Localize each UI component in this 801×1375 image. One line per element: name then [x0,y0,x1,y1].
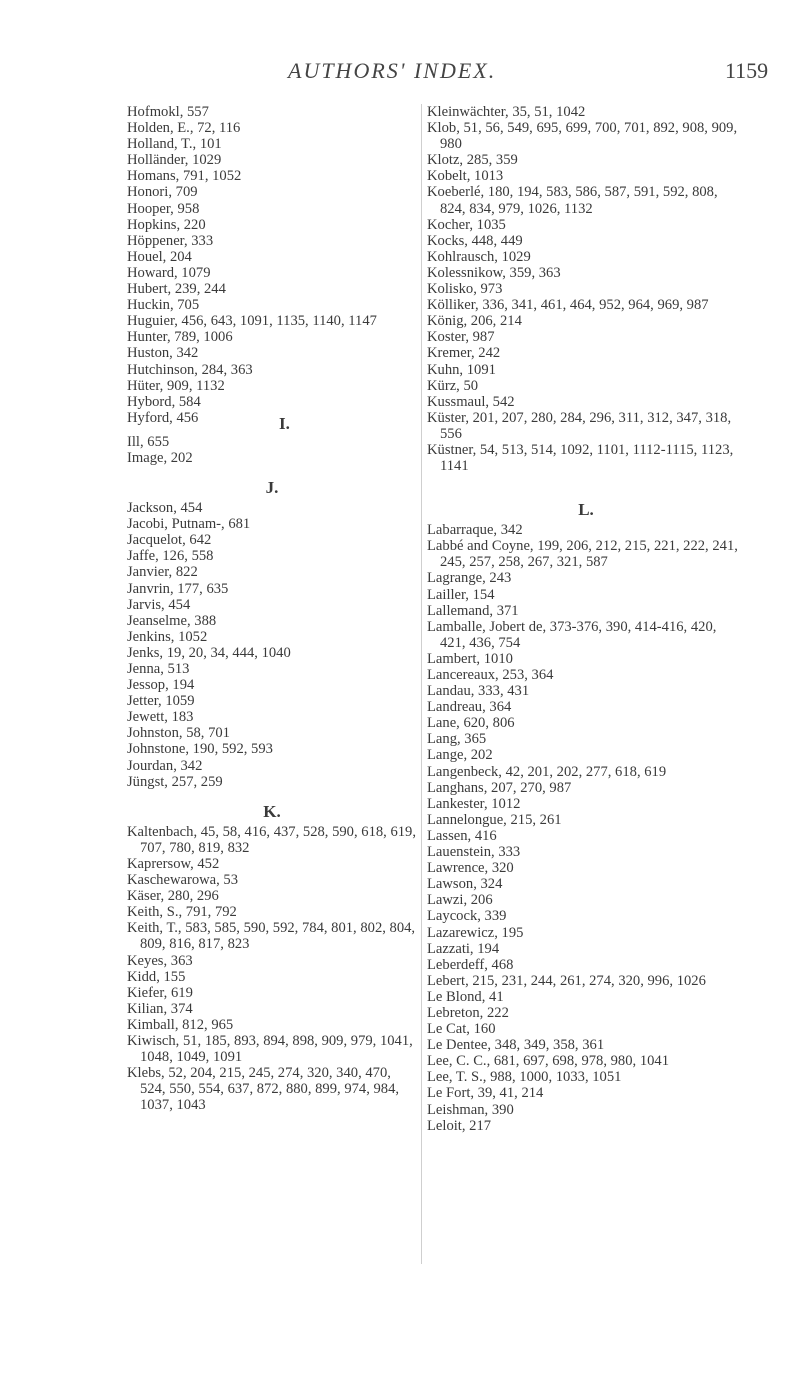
j-entries [127,500,417,790]
index-entry: Langenbeck, 42, 201, 202, 277, 618, 619 [427,763,667,780]
index-entry: Holland, T., 101 [127,136,222,153]
index-entry: Johnston, 58, 701 [127,725,230,742]
index-entry: Kaschewarowa, 53 [127,872,239,889]
l-entries [427,522,745,1134]
index-entry: Jaffe, 126, 558 [127,548,214,565]
index-entry: Lankester, 1012 [427,795,521,812]
index-entry: Koeberlé, 180, 194, 583, 586, 587, 591, 592, 808, 824, 834, 979, 1026, 1132 [427,184,718,217]
h-entries [127,104,417,426]
index-entry: Kimball, 812, 965 [127,1016,234,1033]
index-entry: Leishman, 390 [427,1101,514,1118]
k-entries-right [427,104,745,474]
index-entry: Jenks, 19, 20, 34, 444, 1040 [127,644,291,661]
right-column [427,104,745,1134]
index-entry: Jenna, 513 [127,661,190,677]
index-entry: Lawrence, 320 [427,860,514,877]
index-entry: Lagrange, 243 [427,570,512,587]
index-entry: Homans, 791, 1052 [127,168,242,185]
index-entry: Kussmaul, 542 [427,393,515,410]
index-entry: Jenkins, 1052 [127,628,208,645]
index-entry: Kocher, 1035 [427,216,506,233]
index-entry: Kidd, 155 [127,968,186,985]
index-entry: Jacquelot, 642 [127,532,212,549]
index-entry: Howard, 1079 [127,264,211,281]
index-entry: Kohlrausch, 1029 [427,248,531,265]
index-entry: Hüter, 909, 1132 [127,377,225,394]
index-entry: Lawzi, 206 [427,892,493,909]
index-entry: Hyford, 456 [127,409,199,426]
index-entry: Hutchinson, 284, 363 [127,361,253,378]
index-entry: Hopkins, 220 [127,216,206,233]
running-head: AUTHORS' INDEX. [288,58,497,83]
index-entry: Landreau, 364 [427,699,512,716]
index-entry: Hunter, 789, 1006 [127,329,233,346]
index-entry: Johnstone, 190, 592, 593 [127,741,273,758]
index-entry: Käser, 280, 296 [127,888,219,905]
index-entry: Jarvis, 454 [127,596,191,613]
index-entry: Huguier, 456, 643, 1091, 1135, 1140, 1147 [127,313,377,330]
section-letter-i: I. [279,413,290,433]
index-entry: Labarraque, 342 [427,522,523,539]
index-entry: Jewett, 183 [127,709,194,726]
index-entry: Lang, 365 [427,731,487,748]
index-entry: Le Cat, 160 [427,1021,496,1038]
index-entry: Keyes, 363 [127,952,193,969]
i-entries [127,434,417,466]
index-entry: Le Fort, 39, 41, 214 [427,1085,544,1102]
index-entry: Jessop, 194 [127,677,195,694]
index-entry: Kiwisch, 51, 185, 893, 894, 898, 909, 979, 1041, 1048, 1049, 1091 [127,1032,413,1066]
index-entry: Jackson, 454 [127,500,203,517]
index-entry: Koster, 987 [427,329,495,346]
index-entry: Klob, 51, 56, 549, 695, 699, 700, 701, 892, 908, 909, 980 [427,120,738,153]
index-entry: Lazarewicz, 195 [427,924,524,941]
index-entry: Jetter, 1059 [127,693,195,710]
index-entry: Kolessnikow, 359, 363 [427,264,561,281]
index-entry: Lebert, 215, 231, 244, 261, 274, 320, 996, 1026 [427,972,706,989]
index-entry: Lailler, 154 [427,586,495,603]
index-entry: Lamballe, Jobert de, 373-376, 390, 414-416, 420, 421, 436, 754 [427,618,717,651]
page-header [0,58,801,88]
index-entry: König, 206, 214 [427,313,522,330]
index-entry: Kilian, 374 [127,1000,193,1017]
index-entry: Honori, 709 [127,184,198,201]
index-entry: Kobelt, 1013 [427,168,504,185]
index-entry: Hofmokl, 557 [127,104,209,120]
section-letter-k: K. [263,801,281,821]
index-entry: Kürz, 50 [427,377,479,394]
index-entry: Image, 202 [127,449,193,466]
index-entry: Kocks, 448, 449 [427,232,523,249]
index-entry: Landau, 333, 431 [427,683,530,700]
index-entry: Labbé and Coyne, 199, 206, 212, 215, 221, 222, 241, 245, 257, 258, 267, 321, 587 [427,538,738,571]
index-entry: Lallemand, 371 [427,602,519,619]
section-letter-l: L. [578,500,594,520]
index-entry: Le Dentee, 348, 349, 358, 361 [427,1037,605,1054]
index-entry: Jüngst, 257, 259 [127,773,223,790]
index-entry: Lassen, 416 [427,827,497,844]
index-entry: Langhans, 207, 270, 987 [427,779,572,796]
index-entry: Hooper, 958 [127,200,200,217]
index-entry: Lazzati, 194 [427,940,500,957]
index-entry: Huston, 342 [127,345,199,362]
index-entry: Kuhn, 1091 [427,361,496,378]
index-entry: Hubert, 239, 244 [127,281,226,298]
index-entry: Lawson, 324 [427,876,503,893]
index-entry: Kaprersow, 452 [127,855,220,872]
index-entry: Lane, 620, 806 [427,715,515,732]
page-number: 1159 [725,58,769,83]
index-entry: Lebreton, 222 [427,1004,509,1021]
index-entry: Höppener, 333 [127,232,214,249]
index-entry: Lancereaux, 253, 364 [427,667,554,683]
column-divider [421,104,422,1264]
index-entry: Lee, T. S., 988, 1000, 1033, 1051 [427,1069,622,1086]
index-entry: Kaltenbach, 45, 58, 416, 437, 528, 590, 618, 619, 707, 780, 819, 832 [127,823,417,856]
index-entry: Huckin, 705 [127,297,200,314]
index-entry: Lange, 202 [427,747,493,764]
index-entry: Lee, C. C., 681, 697, 698, 978, 980, 1041 [427,1053,670,1070]
index-entry: Janvier, 822 [127,564,198,581]
index-entry: Jourdan, 342 [127,757,203,774]
index-entry: Lauenstein, 333 [427,844,521,861]
index-entry: Küstner, 54, 513, 514, 1092, 1101, 1112-1115, 1123, 1141 [427,441,734,475]
index-entry: Janvrin, 177, 635 [127,580,229,597]
index-entry: Kleinwächter, 35, 51, 1042 [427,104,586,120]
index-entry: Hybord, 584 [127,393,201,410]
index-entry: Holden, E., 72, 116 [127,120,241,137]
index-entry: Holländer, 1029 [127,152,222,169]
index-entry: Laycock, 339 [427,908,507,925]
index-entry: Klebs, 52, 204, 215, 245, 274, 320, 340, 470, 524, 550, 554, 637, 872, 880, 899, 974, 984, 1037, 1043 [127,1065,400,1114]
index-entry: Leloit, 217 [427,1117,492,1134]
index-entry: Kiefer, 619 [127,984,193,1001]
index-entry: Lambert, 1010 [427,650,513,667]
index-entry: Kremer, 242 [427,345,501,362]
index-entry: Küster, 201, 207, 280, 284, 296, 311, 312, 347, 318, 556 [427,409,732,442]
index-entry: Ill, 655 [127,433,170,450]
k-entries-left [127,824,417,1114]
index-entry: Jacobi, Putnam-, 681 [127,516,251,533]
index-entry: Keith, T., 583, 585, 590, 592, 784, 801, 802, 804, 809, 816, 817, 823 [127,920,416,953]
index-entry: Keith, S., 791, 792 [127,904,237,921]
section-letter-j: J. [265,478,279,498]
left-column [127,104,417,1113]
index-entry: Le Blond, 41 [427,988,504,1005]
index-entry: Kölliker, 336, 341, 461, 464, 952, 964, 969, 987 [427,297,709,314]
index-entry: Houel, 204 [127,248,192,265]
index-entry: Leberdeff, 468 [427,956,514,973]
index-entry: Kolisko, 973 [427,281,503,298]
index-entry: Lannelongue, 215, 261 [427,811,562,828]
index-entry: Klotz, 285, 359 [427,152,518,169]
index-entry: Jeanselme, 388 [127,612,217,629]
